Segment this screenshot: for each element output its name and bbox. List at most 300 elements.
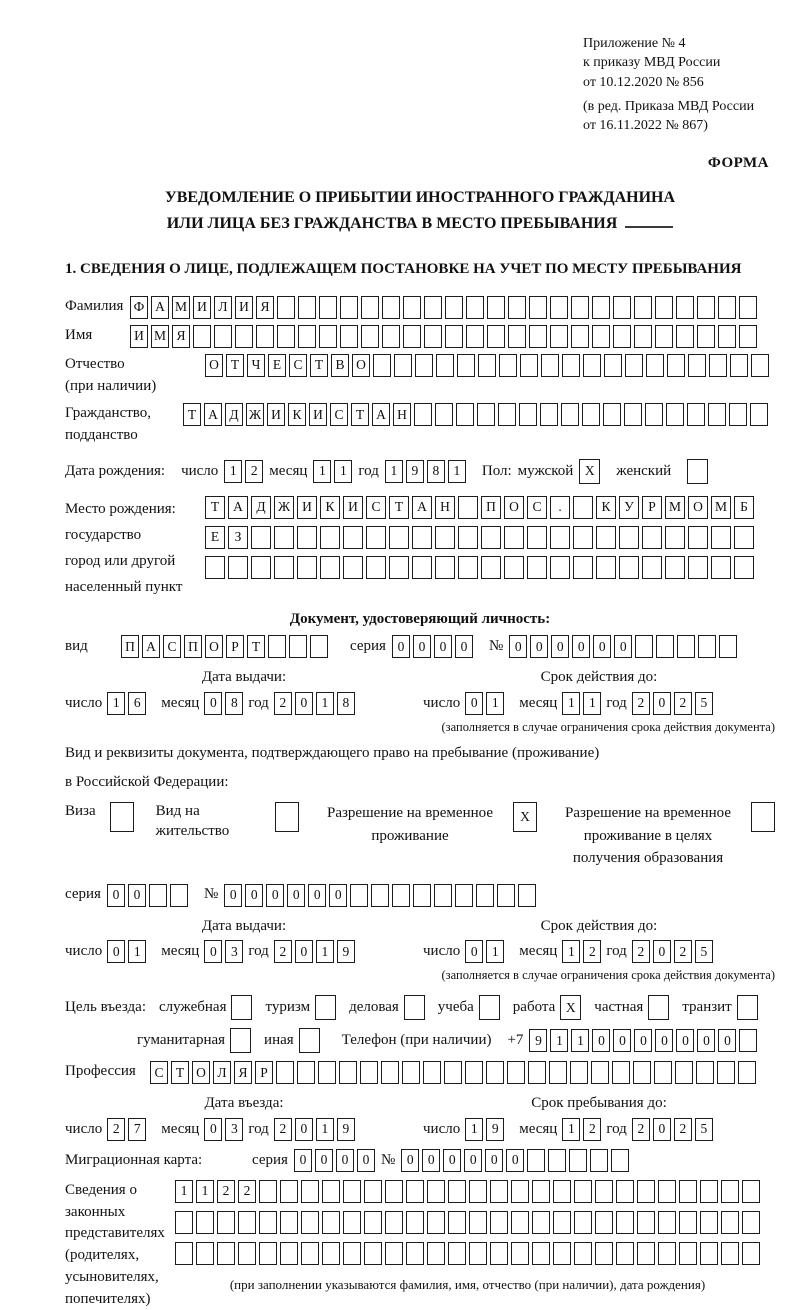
- phone-digit-box[interactable]: 1: [550, 1029, 568, 1052]
- representatives-char-box[interactable]: [322, 1242, 340, 1265]
- name-char-box[interactable]: И: [130, 325, 148, 348]
- birth-year-digit-box[interactable]: 1: [385, 460, 403, 483]
- name-char-box[interactable]: [466, 325, 484, 348]
- representatives-char-box[interactable]: 2: [217, 1180, 235, 1203]
- representatives-char-box[interactable]: [406, 1211, 424, 1234]
- purpose-business-check-box[interactable]: [404, 995, 425, 1020]
- migration-card-number-digit-box[interactable]: [527, 1149, 545, 1172]
- residence-doc-number-digit-box[interactable]: 0: [329, 884, 347, 907]
- issue-year-digit-box[interactable]: 8: [337, 692, 355, 715]
- birth-place-char-box[interactable]: [366, 556, 386, 579]
- patronymic-char-box[interactable]: [730, 354, 748, 377]
- name-char-box[interactable]: [739, 325, 757, 348]
- residence-doc-number-digit-box[interactable]: [371, 884, 389, 907]
- surname-char-box[interactable]: [697, 296, 715, 319]
- citizenship-char-box[interactable]: [603, 403, 621, 426]
- representatives-char-box[interactable]: 1: [196, 1180, 214, 1203]
- patronymic-char-box[interactable]: [373, 354, 391, 377]
- profession-char-box[interactable]: [591, 1061, 609, 1084]
- purpose-official-check-box[interactable]: [231, 995, 252, 1020]
- expiry-month-digit-box[interactable]: 1: [562, 940, 580, 963]
- surname-char-box[interactable]: [424, 296, 442, 319]
- birth-place-char-box[interactable]: [665, 526, 685, 549]
- birth-place-char-box[interactable]: Т: [389, 496, 409, 519]
- name-char-box[interactable]: [487, 325, 505, 348]
- profession-char-box[interactable]: [360, 1061, 378, 1084]
- birth-month-digit-box[interactable]: 1: [313, 460, 331, 483]
- birth-place-char-box[interactable]: [596, 526, 616, 549]
- birth-place-char-box[interactable]: [435, 526, 455, 549]
- representatives-char-box[interactable]: [427, 1180, 445, 1203]
- profession-char-box[interactable]: [276, 1061, 294, 1084]
- representatives-char-box[interactable]: [553, 1180, 571, 1203]
- citizenship-char-box[interactable]: Ж: [246, 403, 264, 426]
- purpose-work-check-box[interactable]: X: [560, 995, 581, 1020]
- representatives-char-box[interactable]: [259, 1180, 277, 1203]
- patronymic-char-box[interactable]: Т: [226, 354, 244, 377]
- representatives-char-box[interactable]: [385, 1180, 403, 1203]
- representatives-char-box[interactable]: [427, 1242, 445, 1265]
- expiry-day-digit-box[interactable]: 0: [465, 940, 483, 963]
- profession-char-box[interactable]: Р: [255, 1061, 273, 1084]
- expiry-year-digit-box[interactable]: 2: [632, 692, 650, 715]
- stay-day-digit-box[interactable]: 9: [486, 1118, 504, 1141]
- entry-month-digit-box[interactable]: 0: [204, 1118, 222, 1141]
- birth-place-char-box[interactable]: [504, 556, 524, 579]
- birth-place-char-box[interactable]: А: [412, 496, 432, 519]
- migration-card-series-digit-box[interactable]: 0: [336, 1149, 354, 1172]
- surname-char-box[interactable]: [739, 296, 757, 319]
- migration-card-series-digit-box[interactable]: 0: [315, 1149, 333, 1172]
- residence-doc-series-digit-box[interactable]: [149, 884, 167, 907]
- residence-doc-number-digit-box[interactable]: 0: [245, 884, 263, 907]
- residence-doc-number-digit-box[interactable]: [518, 884, 536, 907]
- surname-char-box[interactable]: [718, 296, 736, 319]
- entry-year-digit-box[interactable]: 9: [337, 1118, 355, 1141]
- birth-place-char-box[interactable]: [619, 526, 639, 549]
- patronymic-char-box[interactable]: [415, 354, 433, 377]
- doc-kind-char-box[interactable]: П: [121, 635, 139, 658]
- expiry-day-digit-box[interactable]: 0: [465, 692, 483, 715]
- stay-year-digit-box[interactable]: 5: [695, 1118, 713, 1141]
- patronymic-char-box[interactable]: [688, 354, 706, 377]
- name-char-box[interactable]: [529, 325, 547, 348]
- representatives-char-box[interactable]: [679, 1211, 697, 1234]
- citizenship-char-box[interactable]: [498, 403, 516, 426]
- surname-char-box[interactable]: [487, 296, 505, 319]
- doc-number-digit-box[interactable]: 0: [551, 635, 569, 658]
- name-char-box[interactable]: [277, 325, 295, 348]
- birth-year-digit-box[interactable]: 1: [448, 460, 466, 483]
- citizenship-char-box[interactable]: [561, 403, 579, 426]
- surname-char-box[interactable]: Я: [256, 296, 274, 319]
- birth-year-digit-box[interactable]: 9: [406, 460, 424, 483]
- representatives-char-box[interactable]: [721, 1242, 739, 1265]
- migration-card-series-digit-box[interactable]: 0: [294, 1149, 312, 1172]
- name-char-box[interactable]: [235, 325, 253, 348]
- representatives-char-box[interactable]: [259, 1211, 277, 1234]
- name-char-box[interactable]: [592, 325, 610, 348]
- birth-place-char-box[interactable]: [205, 556, 225, 579]
- birth-place-char-box[interactable]: [734, 526, 754, 549]
- birth-place-char-box[interactable]: И: [343, 496, 363, 519]
- phone-digit-box[interactable]: 0: [592, 1029, 610, 1052]
- surname-char-box[interactable]: [592, 296, 610, 319]
- representatives-char-box[interactable]: [343, 1242, 361, 1265]
- expiry-day-digit-box[interactable]: 1: [486, 692, 504, 715]
- birth-place-char-box[interactable]: [504, 526, 524, 549]
- representatives-char-box[interactable]: [301, 1180, 319, 1203]
- birth-place-char-box[interactable]: [274, 556, 294, 579]
- representatives-char-box[interactable]: [259, 1242, 277, 1265]
- entry-year-digit-box[interactable]: 2: [274, 1118, 292, 1141]
- citizenship-char-box[interactable]: К: [288, 403, 306, 426]
- representatives-char-box[interactable]: [595, 1211, 613, 1234]
- doc-number-digit-box[interactable]: [698, 635, 716, 658]
- profession-char-box[interactable]: Л: [213, 1061, 231, 1084]
- doc-number-digit-box[interactable]: [719, 635, 737, 658]
- doc-series-digit-box[interactable]: 0: [413, 635, 431, 658]
- representatives-char-box[interactable]: [469, 1211, 487, 1234]
- birth-place-char-box[interactable]: Е: [205, 526, 225, 549]
- name-char-box[interactable]: [319, 325, 337, 348]
- residence-doc-number-digit-box[interactable]: [392, 884, 410, 907]
- representatives-char-box[interactable]: [574, 1211, 592, 1234]
- birth-place-char-box[interactable]: [596, 556, 616, 579]
- birth-place-char-box[interactable]: [251, 556, 271, 579]
- citizenship-char-box[interactable]: [582, 403, 600, 426]
- surname-char-box[interactable]: Л: [214, 296, 232, 319]
- representatives-char-box[interactable]: [511, 1211, 529, 1234]
- birth-place-char-box[interactable]: [389, 526, 409, 549]
- citizenship-char-box[interactable]: [666, 403, 684, 426]
- profession-char-box[interactable]: [549, 1061, 567, 1084]
- citizenship-char-box[interactable]: [519, 403, 537, 426]
- birth-place-char-box[interactable]: [642, 556, 662, 579]
- birth-place-char-box[interactable]: [573, 526, 593, 549]
- name-char-box[interactable]: [550, 325, 568, 348]
- birth-place-char-box[interactable]: [435, 556, 455, 579]
- expiry-month-digit-box[interactable]: 1: [583, 692, 601, 715]
- representatives-char-box[interactable]: [511, 1180, 529, 1203]
- purpose-other-check-box[interactable]: [299, 1028, 320, 1053]
- profession-char-box[interactable]: [738, 1061, 756, 1084]
- birth-place-char-box[interactable]: О: [688, 496, 708, 519]
- doc-number-digit-box[interactable]: 0: [593, 635, 611, 658]
- migration-card-number-digit-box[interactable]: [611, 1149, 629, 1172]
- doc-number-digit-box[interactable]: 0: [572, 635, 590, 658]
- citizenship-char-box[interactable]: [540, 403, 558, 426]
- representatives-char-box[interactable]: [427, 1211, 445, 1234]
- birth-place-char-box[interactable]: К: [320, 496, 340, 519]
- name-char-box[interactable]: Я: [172, 325, 190, 348]
- birth-place-char-box[interactable]: М: [665, 496, 685, 519]
- profession-char-box[interactable]: [465, 1061, 483, 1084]
- representatives-char-box[interactable]: [406, 1180, 424, 1203]
- representatives-char-box[interactable]: [238, 1211, 256, 1234]
- stay-month-digit-box[interactable]: 2: [583, 1118, 601, 1141]
- expiry-year-digit-box[interactable]: 2: [674, 692, 692, 715]
- patronymic-char-box[interactable]: [457, 354, 475, 377]
- representatives-char-box[interactable]: [196, 1211, 214, 1234]
- doc-kind-char-box[interactable]: Т: [247, 635, 265, 658]
- birth-place-char-box[interactable]: [297, 526, 317, 549]
- profession-char-box[interactable]: Т: [171, 1061, 189, 1084]
- profession-char-box[interactable]: [675, 1061, 693, 1084]
- issue-year-digit-box[interactable]: 1: [316, 692, 334, 715]
- representatives-char-box[interactable]: [700, 1180, 718, 1203]
- expiry-year-digit-box[interactable]: 0: [653, 940, 671, 963]
- patronymic-char-box[interactable]: О: [352, 354, 370, 377]
- citizenship-char-box[interactable]: [624, 403, 642, 426]
- birth-place-char-box[interactable]: С: [527, 496, 547, 519]
- patronymic-char-box[interactable]: [709, 354, 727, 377]
- birth-place-char-box[interactable]: [573, 496, 593, 519]
- doc-kind-char-box[interactable]: [310, 635, 328, 658]
- migration-card-number-digit-box[interactable]: [569, 1149, 587, 1172]
- migration-card-series-digit-box[interactable]: 0: [357, 1149, 375, 1172]
- representatives-char-box[interactable]: 2: [238, 1180, 256, 1203]
- birth-place-char-box[interactable]: [711, 526, 731, 549]
- birth-place-char-box[interactable]: [527, 556, 547, 579]
- residence-doc-number-digit-box[interactable]: 0: [266, 884, 284, 907]
- purpose-study-check-box[interactable]: [479, 995, 500, 1020]
- representatives-char-box[interactable]: [343, 1180, 361, 1203]
- citizenship-char-box[interactable]: Т: [351, 403, 369, 426]
- migration-card-number-digit-box[interactable]: [548, 1149, 566, 1172]
- issue-day-digit-box[interactable]: 1: [107, 692, 125, 715]
- patronymic-char-box[interactable]: [667, 354, 685, 377]
- birth-place-char-box[interactable]: П: [481, 496, 501, 519]
- migration-card-number-digit-box[interactable]: 0: [443, 1149, 461, 1172]
- birth-place-char-box[interactable]: [573, 556, 593, 579]
- representatives-char-box[interactable]: [280, 1242, 298, 1265]
- profession-char-box[interactable]: [717, 1061, 735, 1084]
- birth-place-char-box[interactable]: Д: [251, 496, 271, 519]
- name-char-box[interactable]: [571, 325, 589, 348]
- birth-place-char-box[interactable]: М: [711, 496, 731, 519]
- citizenship-char-box[interactable]: [687, 403, 705, 426]
- birth-place-char-box[interactable]: Ж: [274, 496, 294, 519]
- birth-place-char-box[interactable]: [711, 556, 731, 579]
- issue-month-digit-box[interactable]: 3: [225, 940, 243, 963]
- doc-number-digit-box[interactable]: [656, 635, 674, 658]
- doc-series-digit-box[interactable]: 0: [392, 635, 410, 658]
- birth-place-char-box[interactable]: [458, 496, 478, 519]
- surname-char-box[interactable]: [403, 296, 421, 319]
- phone-digit-box[interactable]: 0: [655, 1029, 673, 1052]
- female-check-box[interactable]: [687, 459, 708, 484]
- citizenship-char-box[interactable]: [414, 403, 432, 426]
- surname-char-box[interactable]: [445, 296, 463, 319]
- representatives-char-box[interactable]: [595, 1242, 613, 1265]
- citizenship-char-box[interactable]: [645, 403, 663, 426]
- birth-place-char-box[interactable]: А: [228, 496, 248, 519]
- profession-char-box[interactable]: Я: [234, 1061, 252, 1084]
- birth-place-char-box[interactable]: [320, 556, 340, 579]
- doc-number-digit-box[interactable]: [677, 635, 695, 658]
- representatives-char-box[interactable]: [217, 1242, 235, 1265]
- patronymic-char-box[interactable]: [751, 354, 769, 377]
- representatives-char-box[interactable]: [490, 1242, 508, 1265]
- residence-permit-check-box[interactable]: [275, 802, 299, 832]
- patronymic-char-box[interactable]: С: [289, 354, 307, 377]
- birth-place-char-box[interactable]: [481, 526, 501, 549]
- birth-place-char-box[interactable]: [297, 556, 317, 579]
- representatives-char-box[interactable]: [595, 1180, 613, 1203]
- representatives-char-box[interactable]: [532, 1211, 550, 1234]
- patronymic-char-box[interactable]: [394, 354, 412, 377]
- birth-place-char-box[interactable]: Б: [734, 496, 754, 519]
- name-char-box[interactable]: [718, 325, 736, 348]
- citizenship-char-box[interactable]: И: [309, 403, 327, 426]
- representatives-char-box[interactable]: [721, 1211, 739, 1234]
- representatives-char-box[interactable]: 1: [175, 1180, 193, 1203]
- citizenship-char-box[interactable]: А: [204, 403, 222, 426]
- doc-kind-char-box[interactable]: А: [142, 635, 160, 658]
- expiry-year-digit-box[interactable]: 5: [695, 692, 713, 715]
- patronymic-char-box[interactable]: [646, 354, 664, 377]
- representatives-char-box[interactable]: [679, 1180, 697, 1203]
- temp-residence-permit-check-box[interactable]: X: [513, 802, 537, 832]
- representatives-char-box[interactable]: [406, 1242, 424, 1265]
- residence-doc-number-digit-box[interactable]: 0: [308, 884, 326, 907]
- purpose-private-check-box[interactable]: [648, 995, 669, 1020]
- expiry-day-digit-box[interactable]: 1: [486, 940, 504, 963]
- residence-doc-series-digit-box[interactable]: 0: [107, 884, 125, 907]
- patronymic-char-box[interactable]: [478, 354, 496, 377]
- representatives-char-box[interactable]: [553, 1211, 571, 1234]
- surname-char-box[interactable]: И: [235, 296, 253, 319]
- stay-year-digit-box[interactable]: 2: [674, 1118, 692, 1141]
- entry-year-digit-box[interactable]: 0: [295, 1118, 313, 1141]
- name-char-box[interactable]: [445, 325, 463, 348]
- representatives-char-box[interactable]: [574, 1242, 592, 1265]
- profession-char-box[interactable]: [381, 1061, 399, 1084]
- issue-year-digit-box[interactable]: 0: [295, 692, 313, 715]
- purpose-humanitarian-check-box[interactable]: [230, 1028, 251, 1053]
- birth-place-char-box[interactable]: [366, 526, 386, 549]
- profession-char-box[interactable]: [612, 1061, 630, 1084]
- birth-place-char-box[interactable]: [550, 556, 570, 579]
- patronymic-char-box[interactable]: [499, 354, 517, 377]
- patronymic-char-box[interactable]: [604, 354, 622, 377]
- representatives-char-box[interactable]: [385, 1211, 403, 1234]
- representatives-char-box[interactable]: [742, 1242, 760, 1265]
- name-char-box[interactable]: [613, 325, 631, 348]
- patronymic-char-box[interactable]: [625, 354, 643, 377]
- representatives-char-box[interactable]: [448, 1242, 466, 1265]
- name-char-box[interactable]: [361, 325, 379, 348]
- doc-number-digit-box[interactable]: 0: [509, 635, 527, 658]
- birth-place-char-box[interactable]: [734, 556, 754, 579]
- representatives-char-box[interactable]: [700, 1242, 718, 1265]
- birth-place-char-box[interactable]: [665, 556, 685, 579]
- doc-kind-char-box[interactable]: [268, 635, 286, 658]
- patronymic-char-box[interactable]: [562, 354, 580, 377]
- phone-digit-box[interactable]: 0: [613, 1029, 631, 1052]
- representatives-char-box[interactable]: [175, 1211, 193, 1234]
- representatives-char-box[interactable]: [742, 1211, 760, 1234]
- patronymic-char-box[interactable]: Т: [310, 354, 328, 377]
- migration-card-number-digit-box[interactable]: 0: [401, 1149, 419, 1172]
- birth-place-char-box[interactable]: [412, 526, 432, 549]
- citizenship-char-box[interactable]: А: [372, 403, 390, 426]
- surname-char-box[interactable]: [277, 296, 295, 319]
- doc-kind-char-box[interactable]: О: [205, 635, 223, 658]
- birth-place-char-box[interactable]: [412, 556, 432, 579]
- representatives-char-box[interactable]: [322, 1211, 340, 1234]
- surname-char-box[interactable]: [655, 296, 673, 319]
- birth-place-char-box[interactable]: [619, 556, 639, 579]
- issue-day-digit-box[interactable]: 1: [128, 940, 146, 963]
- name-char-box[interactable]: [634, 325, 652, 348]
- patronymic-char-box[interactable]: [520, 354, 538, 377]
- residence-doc-number-digit-box[interactable]: [350, 884, 368, 907]
- profession-char-box[interactable]: [339, 1061, 357, 1084]
- representatives-char-box[interactable]: [700, 1211, 718, 1234]
- purpose-transit-check-box[interactable]: [737, 995, 758, 1020]
- birth-month-digit-box[interactable]: 1: [334, 460, 352, 483]
- birth-place-char-box[interactable]: [642, 526, 662, 549]
- patronymic-char-box[interactable]: [541, 354, 559, 377]
- name-char-box[interactable]: [256, 325, 274, 348]
- doc-kind-char-box[interactable]: С: [163, 635, 181, 658]
- surname-char-box[interactable]: [466, 296, 484, 319]
- representatives-char-box[interactable]: [721, 1180, 739, 1203]
- residence-doc-number-digit-box[interactable]: 0: [224, 884, 242, 907]
- birth-place-char-box[interactable]: И: [297, 496, 317, 519]
- birth-place-char-box[interactable]: [343, 526, 363, 549]
- expiry-year-digit-box[interactable]: 2: [632, 940, 650, 963]
- entry-day-digit-box[interactable]: 2: [107, 1118, 125, 1141]
- name-char-box[interactable]: [676, 325, 694, 348]
- patronymic-char-box[interactable]: В: [331, 354, 349, 377]
- birth-place-char-box[interactable]: У: [619, 496, 639, 519]
- expiry-year-digit-box[interactable]: 2: [674, 940, 692, 963]
- name-char-box[interactable]: [193, 325, 211, 348]
- representatives-char-box[interactable]: [175, 1242, 193, 1265]
- surname-char-box[interactable]: И: [193, 296, 211, 319]
- name-char-box[interactable]: [655, 325, 673, 348]
- issue-year-digit-box[interactable]: 0: [295, 940, 313, 963]
- residence-doc-number-digit-box[interactable]: [497, 884, 515, 907]
- residence-doc-series-digit-box[interactable]: 0: [128, 884, 146, 907]
- migration-card-number-digit-box[interactable]: 0: [464, 1149, 482, 1172]
- visa-check-box[interactable]: [110, 802, 134, 832]
- representatives-char-box[interactable]: [532, 1180, 550, 1203]
- surname-char-box[interactable]: [571, 296, 589, 319]
- phone-digit-box[interactable]: [739, 1029, 757, 1052]
- expiry-month-digit-box[interactable]: 1: [562, 692, 580, 715]
- issue-month-digit-box[interactable]: 0: [204, 692, 222, 715]
- migration-card-number-digit-box[interactable]: [590, 1149, 608, 1172]
- patronymic-char-box[interactable]: Е: [268, 354, 286, 377]
- representatives-char-box[interactable]: [385, 1242, 403, 1265]
- entry-day-digit-box[interactable]: 7: [128, 1118, 146, 1141]
- birth-year-digit-box[interactable]: 8: [427, 460, 445, 483]
- expiry-year-digit-box[interactable]: 0: [653, 692, 671, 715]
- birth-place-char-box[interactable]: З: [228, 526, 248, 549]
- phone-digit-box[interactable]: 1: [571, 1029, 589, 1052]
- expiry-year-digit-box[interactable]: 5: [695, 940, 713, 963]
- representatives-char-box[interactable]: [364, 1211, 382, 1234]
- citizenship-char-box[interactable]: [750, 403, 768, 426]
- surname-char-box[interactable]: [319, 296, 337, 319]
- edu-residence-permit-check-box[interactable]: [751, 802, 775, 832]
- issue-year-digit-box[interactable]: 9: [337, 940, 355, 963]
- birth-place-char-box[interactable]: Т: [205, 496, 225, 519]
